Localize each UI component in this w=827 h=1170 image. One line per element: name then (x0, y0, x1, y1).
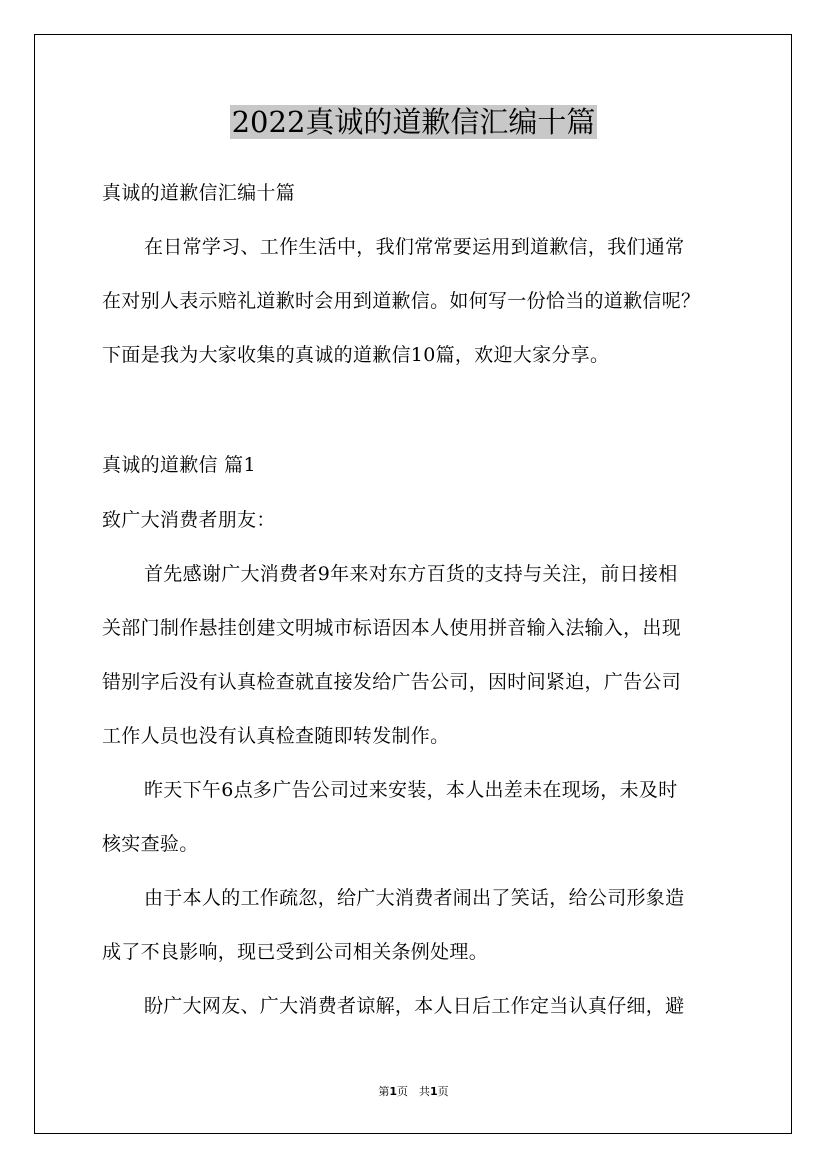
intro-line-3: 下面是我为大家收集的真诚的道歉信10篇，欢迎大家分享。 (102, 344, 610, 366)
body-line-3: 错别字后没有认真检查就直接发给广告公司，因时间紧迫，广告公司 (102, 671, 682, 693)
intro-line-2: 在对别人表示赔礼道歉时会用到道歉信。如何写一份恰当的道歉信呢？ (102, 290, 701, 312)
body-line-6: 核实查验。 (102, 833, 199, 855)
salutation: 致广大消费者朋友： (102, 509, 276, 531)
body-line-7: 由于本人的工作疏忽，给广大消费者闹出了笑话，给公司形象造 (144, 887, 685, 909)
body-line-8: 成了不良影响，现已受到公司相关条例处理。 (102, 941, 489, 963)
body-line-5: 昨天下午6点多广告公司过来安装，本人出差未在现场，未及时 (144, 779, 678, 801)
document-title: 2022真诚的道歉信汇编十篇 (231, 105, 596, 139)
body-line-9: 盼广大网友、广大消费者谅解，本人日后工作定当认真仔细，避 (144, 995, 685, 1017)
section-heading: 真诚的道歉信 篇1 (102, 454, 256, 476)
page-number: 1 (389, 1085, 397, 1098)
body-line-2: 关部门制作悬挂创建文明城市标语因本人使用拼音输入法输入，出现 (102, 617, 682, 639)
document-subtitle: 真诚的道歉信汇编十篇 (102, 182, 296, 204)
body-line-1: 首先感谢广大消费者9年来对东方百货的支持与关注，前日接相 (144, 563, 678, 585)
page-total: 1 (430, 1085, 438, 1098)
body-line-4: 工作人员也没有认真检查随即转发制作。 (102, 725, 450, 747)
page-footer: 第1页 共1页 (378, 1085, 449, 1098)
intro-line-1: 在日常学习、工作生活中，我们常常要运用到道歉信，我们通常 (144, 236, 685, 258)
